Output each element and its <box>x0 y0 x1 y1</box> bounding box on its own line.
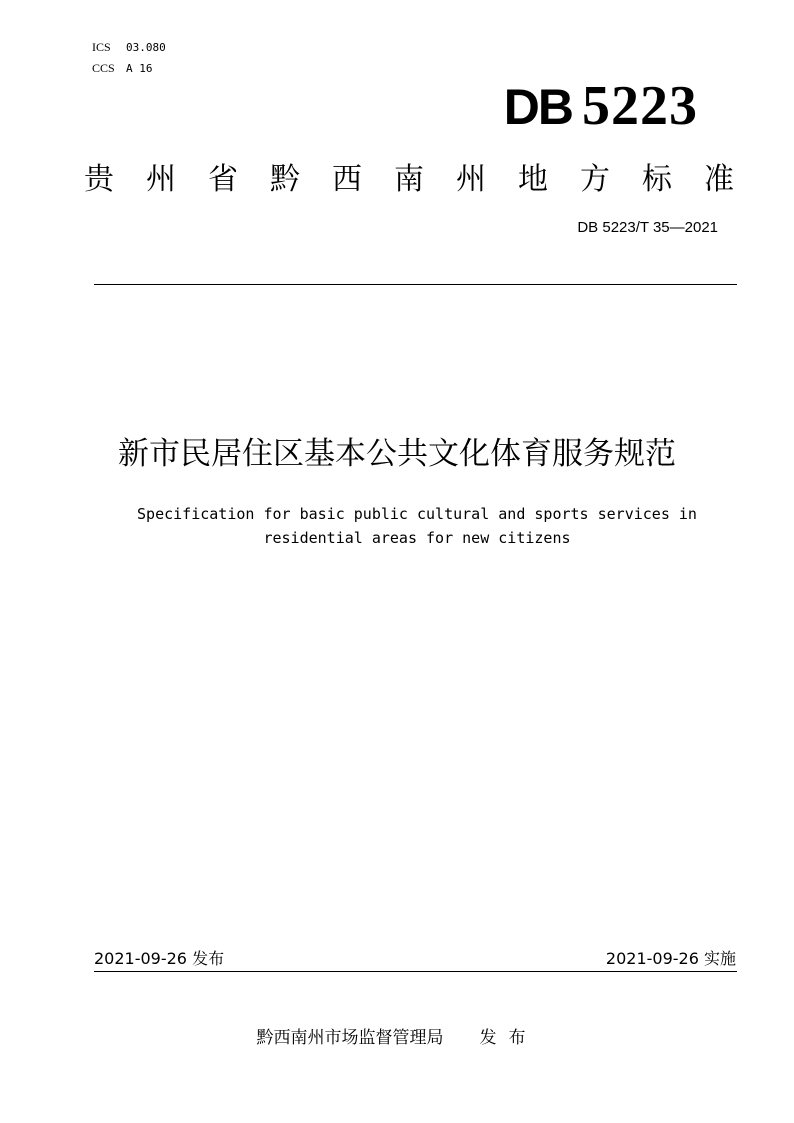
ics-label: ICS <box>92 40 111 54</box>
standard-class-char: 标 <box>642 162 672 197</box>
ics-value: 03.080 <box>126 41 166 54</box>
standard-class-char: 方 <box>580 162 610 197</box>
standard-class-char: 省 <box>208 162 238 197</box>
title-en-line1: Specification for basic public cultural and sports services in <box>137 505 697 523</box>
standard-class-char: 黔 <box>270 162 300 197</box>
issuer-action: 发布 <box>479 1028 538 1048</box>
title-en-line2: residential areas for new citizens <box>263 529 571 547</box>
standard-class-char: 西 <box>332 162 362 197</box>
bottom-divider <box>94 971 737 972</box>
standard-class-char: 州 <box>146 162 176 197</box>
issuer <box>0 1026 794 1050</box>
ccs-code <box>92 61 153 76</box>
issuer-org: 黔西南州市场监督管理局 <box>256 1028 444 1048</box>
document-title-en <box>97 502 737 550</box>
standard-class-char: 准 <box>704 162 734 197</box>
standard-class-char: 贵 <box>84 162 114 197</box>
ccs-label: CCS <box>92 61 115 75</box>
standard-number: DB 5223/T 35—2021 <box>577 219 718 236</box>
db-logo <box>504 76 698 137</box>
document-title-cn: 新市民居住区基本公共文化体育服务规范 <box>118 436 676 472</box>
issue-date: 2021-09-26 发布 <box>94 949 225 968</box>
standard-class <box>84 160 734 200</box>
db-logo-letters: DB <box>503 79 572 135</box>
standard-class-char: 南 <box>394 162 424 197</box>
standard-class-char: 州 <box>456 162 486 197</box>
db-logo-number: 5223 <box>582 75 698 137</box>
top-divider <box>94 284 737 285</box>
ccs-value: A 16 <box>126 62 153 75</box>
standard-class-char: 地 <box>518 162 548 197</box>
ics-code <box>92 40 166 55</box>
implement-date: 2021-09-26 实施 <box>605 949 736 968</box>
